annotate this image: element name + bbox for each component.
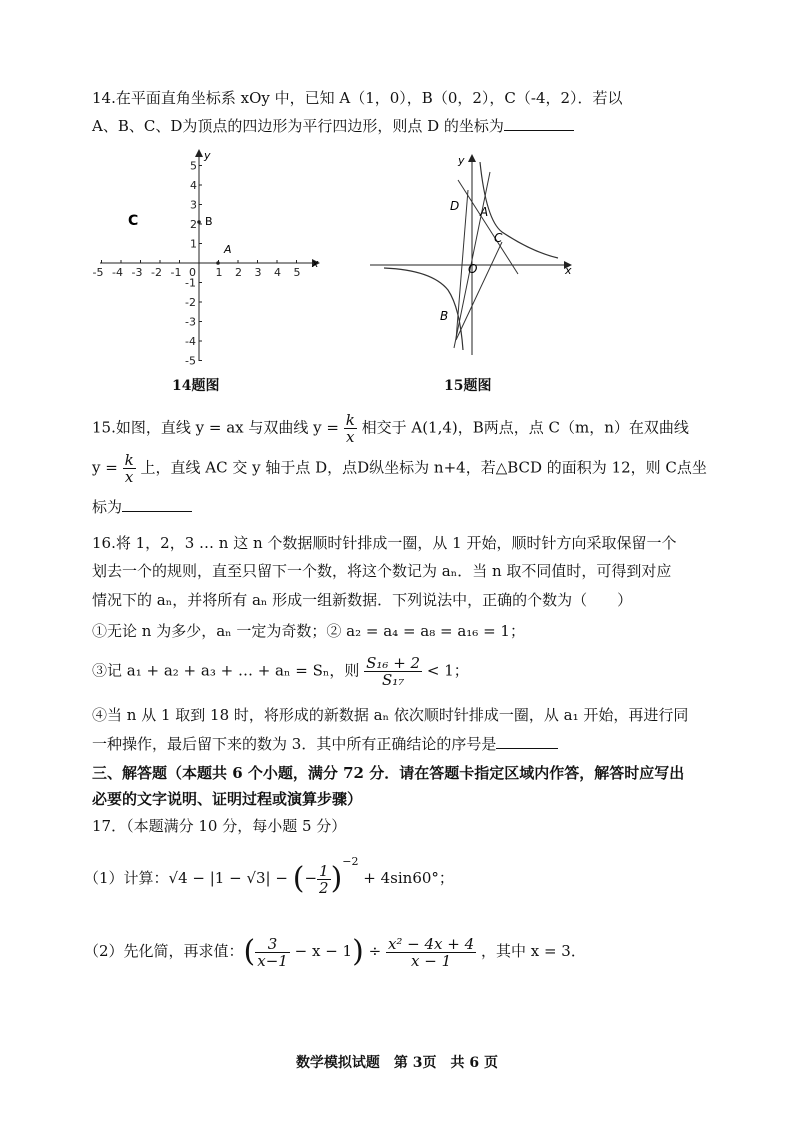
fig14-ytick-label: -2 <box>185 296 196 309</box>
q15-frac-num: k <box>345 411 355 429</box>
q17-part2-b: ，其中 x = 3． <box>480 942 586 960</box>
q14-line2-text: A、B、C、D为顶点的四边形为平行四边形，则点 D 的坐标为 <box>92 117 504 135</box>
fig15-label-c: C <box>494 231 503 245</box>
q17-part2-div: ÷ <box>368 942 382 960</box>
q14-line2 <box>92 116 574 136</box>
q16-answer-blank <box>496 734 558 749</box>
fig15-y-label: y <box>458 154 465 167</box>
fig14-ytick-label: 1 <box>190 237 197 251</box>
q17-header: 17．（本题满分 10 分，每小题 5 分） <box>92 817 347 835</box>
q17-part2-a: （2）先化简，再求值： <box>84 942 244 960</box>
q16-item3-num: S₁₆ + 2 <box>366 654 421 672</box>
q16-line2: 划去一个的规则，直至只留下一个数，将这个数记为 aₙ．当 n 取不同值时，可得到对应 <box>92 562 672 580</box>
q17-part1-paren-open: ( <box>292 861 305 896</box>
fig14-point-a-label: A <box>224 243 232 256</box>
page-footer: 数学模拟试题 第 3页 共 6 页 <box>295 1055 499 1071</box>
q16-item4-line2-text: 一种操作，最后留下来的数为 3．其中所有正确结论的序号是 <box>92 735 497 753</box>
q17-part2-fraction1 <box>255 936 290 969</box>
figure-14-coordinate-plane <box>92 145 332 370</box>
q17-part2-fraction2 <box>386 936 476 969</box>
q14-answer-blank <box>504 116 574 131</box>
q16-item3-fraction <box>364 655 422 688</box>
fig14-y-arrow <box>195 149 203 157</box>
fig14-x-label: x <box>312 257 319 270</box>
q15-frac2-den: x <box>124 468 134 486</box>
fig14-point-a <box>216 261 220 265</box>
q17-part1-b: + 4sin60°； <box>363 869 454 887</box>
q15-line1-b: 相交于 A(1,4)，B两点，点 C（m，n）在双曲线 <box>361 418 689 437</box>
q16-item3-den: S₁₇ <box>381 671 405 689</box>
fig14-ytick-label: -5 <box>185 354 196 368</box>
q16-item3 <box>92 655 469 688</box>
fig15-label-d: D <box>450 199 460 213</box>
fig14-xtick-label: 3 <box>254 266 262 279</box>
fig14-xtick-label: -4 <box>112 266 123 279</box>
q17-part2-paren-close: ) <box>352 934 364 969</box>
q15-frac2-num: k <box>124 451 134 469</box>
q17-part1-exponent: −2 <box>342 855 359 868</box>
fig14-point-b-label: B <box>205 215 213 228</box>
q17-part2-paren-open: ( <box>243 934 256 969</box>
q17-part2 <box>84 934 586 969</box>
q15-fraction-k-over-x <box>344 412 357 445</box>
fig15-hyperbola-branch-2 <box>384 268 463 350</box>
fig14-point-b <box>197 220 201 224</box>
fig14-xtick-label: 5 <box>293 266 301 279</box>
fig15-label-o: O <box>468 262 478 276</box>
q15-frac-den: x <box>346 428 355 446</box>
q15-fraction-k-over-x-2 <box>123 452 136 485</box>
fig15-y-arrow <box>468 154 476 162</box>
fig14-ytick-label: 3 <box>190 198 197 212</box>
q16-item3-b: < 1； <box>426 661 469 680</box>
q16-item4-line1: ④当 n 从 1 取到 18 时，将形成的新数据 aₙ 依次顺时针排成一圈，从 a₁ 开始，再进行同 <box>92 706 689 724</box>
fig14-xtick-label: 0 <box>189 266 196 279</box>
fig14-point-c-label: C <box>128 213 139 229</box>
q17-part1-a: （1）计算：√4 − |1 − √3| − <box>84 869 288 887</box>
q14-line1: 14.在平面直角坐标系 xOy 中，已知 A（1，0），B（0，2），C（-4，2）．若以 <box>92 89 623 107</box>
fig15-hyperbola-branch-1 <box>480 162 558 258</box>
fig14-xtick-label: 1 <box>215 266 223 279</box>
q15-line3-text: 标为 <box>92 498 123 516</box>
q15-line2-a: y = <box>92 458 118 477</box>
fig15-label-a: A <box>480 205 489 219</box>
q15-answer-blank <box>122 497 192 512</box>
q17-part1-neg: − <box>304 869 318 887</box>
fig14-xtick-label: -1 <box>170 266 182 279</box>
q15-line3 <box>92 497 192 517</box>
fig15-x-label: x <box>565 264 572 277</box>
fig15-caption: 15题图 <box>444 378 492 394</box>
figure-15-hyperbola <box>362 150 582 365</box>
q16-line3: 情况下的 aₙ，并将所有 aₙ 形成一组新数据．下列说法中，正确的个数为（ ） <box>92 591 633 609</box>
fig14-xtick-label: -5 <box>92 266 104 279</box>
fig14-ytick-label: 5 <box>190 159 197 173</box>
q17-part2-num1: 3 <box>255 936 290 953</box>
q16-item3-a: ③记 a₁ + a₂ + a₃ + … + aₙ = Sₙ，则 <box>92 661 360 680</box>
q17-part2-num2: x² − 4x + 4 <box>387 934 475 953</box>
q17-part1-num: 1 <box>319 861 329 880</box>
fig14-y-label: y <box>204 149 211 162</box>
fig14-xtick-label: -3 <box>131 266 143 279</box>
q15-line1 <box>92 412 689 445</box>
q17-part1-den: 2 <box>319 878 329 897</box>
q15-line2 <box>92 452 707 485</box>
q17-part1-fraction <box>317 863 331 896</box>
fig14-ytick-label: 4 <box>190 179 197 192</box>
q17-part2-mid: − x − 1 <box>294 942 353 960</box>
q17-part2-den2: x − 1 <box>411 951 452 970</box>
fig14-xtick-label: -2 <box>151 266 162 279</box>
q15-line2-b: 上，直线 AC 交 y 轴于点 D，点D纵坐标为 n+4，若△BCD 的面积为 12，则 C点坐 <box>140 458 707 477</box>
fig14-ytick-label: -1 <box>185 276 196 290</box>
q16-item4-line2 <box>92 734 558 754</box>
q15-line1-a: 15.如图，直线 y = ax 与双曲线 y = <box>92 418 339 437</box>
fig15-label-b: B <box>440 309 449 323</box>
fig15-line-ac <box>458 180 518 274</box>
fig14-caption: 14题图 <box>172 378 220 394</box>
fig14-ytick-label: -4 <box>185 335 196 348</box>
q16-item1: ①无论 n 为多少，aₙ 一定为奇数；② a₂ = a₄ = a₈ = a₁₆ = 1； <box>92 622 525 640</box>
fig14-xtick-label: 2 <box>235 266 242 279</box>
fig14-ytick-label: -3 <box>185 315 196 329</box>
section3-heading-line2: 必要的文字说明、证明过程或演算步骤） <box>92 790 363 808</box>
section3-heading-line1: 三、解答题（本题共 6 个小题，满分 72 分．请在答题卡指定区域内作答，解答时应写出 <box>92 764 685 782</box>
fig14-ytick-label: 2 <box>190 218 197 231</box>
q17-part1 <box>84 847 454 896</box>
q17-part2-den1: x−1 <box>257 951 288 970</box>
q16-line1: 16.将 1，2，3 … n 这 n 个数据顺时针排成一圈，从 1 开始，顺时针方向采取保留一个 <box>92 534 677 552</box>
q17-part1-paren-close: ) <box>330 861 343 896</box>
fig14-xtick-label: 4 <box>274 266 281 279</box>
